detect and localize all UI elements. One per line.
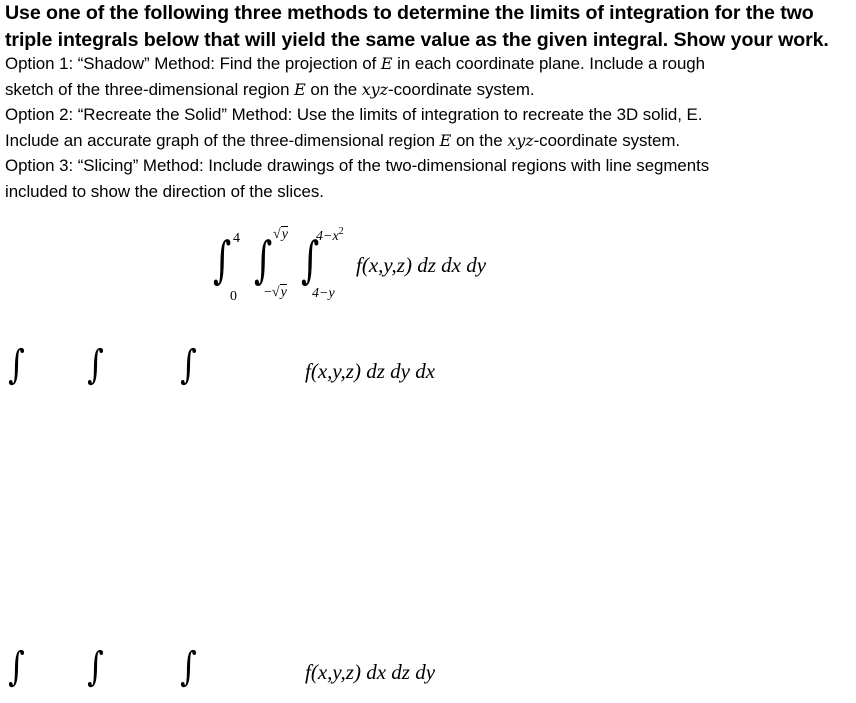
inner-lower-limit: 4−y — [312, 286, 335, 301]
middle-upper-limit: √y — [273, 227, 288, 242]
blank-2-integrand: f(x,y,z) dx dz dy — [305, 660, 436, 684]
instructions-heading — [5, 0, 855, 54]
middle-lower-limit: −√y — [264, 285, 287, 300]
heading-line-2: triple integrals below that will yield the same value as the given integral. Show your work. — [5, 29, 829, 51]
heading-line-1: Use one of the following three methods to determine the limits of integration for the two — [5, 2, 814, 24]
option-3-line-2: included to show the direction of the slices. — [5, 181, 324, 201]
option-3-line-1: Option 3: “Slicing” Method: Include drawings of the two-dimensional regions with line segments — [5, 156, 710, 175]
options-list — [5, 51, 855, 204]
middle-integral-sign: ∫ — [254, 231, 273, 289]
inner-integral-sign: ∫ — [301, 231, 320, 289]
blank-1-integral-sign-2: ∫ — [87, 342, 104, 388]
blank-1-integrand: f(x,y,z) dz dy dx — [305, 359, 436, 383]
outer-upper-limit: 4 — [233, 231, 240, 246]
blank-1-integral-sign-3: ∫ — [180, 342, 197, 388]
option-1-line-1: Option 1: “Shadow” Method: Find the projection of E in each coordinate plane. Include a rough — [5, 54, 705, 73]
outer-lower-limit: 0 — [230, 289, 237, 304]
option-2-line-1: Option 2: “Recreate the Solid” Method: Use the limits of integration to recreate the 3D solid, E. — [5, 105, 703, 124]
blank-2-integral-sign-1: ∫ — [8, 644, 25, 690]
option-1-line-2: sketch of the three-dimensional region E on the xyz-coordinate system. — [5, 79, 535, 99]
blank-2-integral-sign-2: ∫ — [87, 644, 104, 690]
blank-2-integral-sign-3: ∫ — [180, 644, 197, 690]
given-integrand: f(x,y,z) dz dx dy — [356, 253, 487, 277]
inner-upper-limit: $4-x^2$ — [316, 226, 344, 244]
outer-integral-sign: ∫ — [213, 231, 232, 289]
blank-1-integral-sign-1: ∫ — [8, 342, 25, 388]
option-2-line-2: Include an accurate graph of the three-dimensional region E on the xyz-coordinate system. — [5, 130, 681, 150]
